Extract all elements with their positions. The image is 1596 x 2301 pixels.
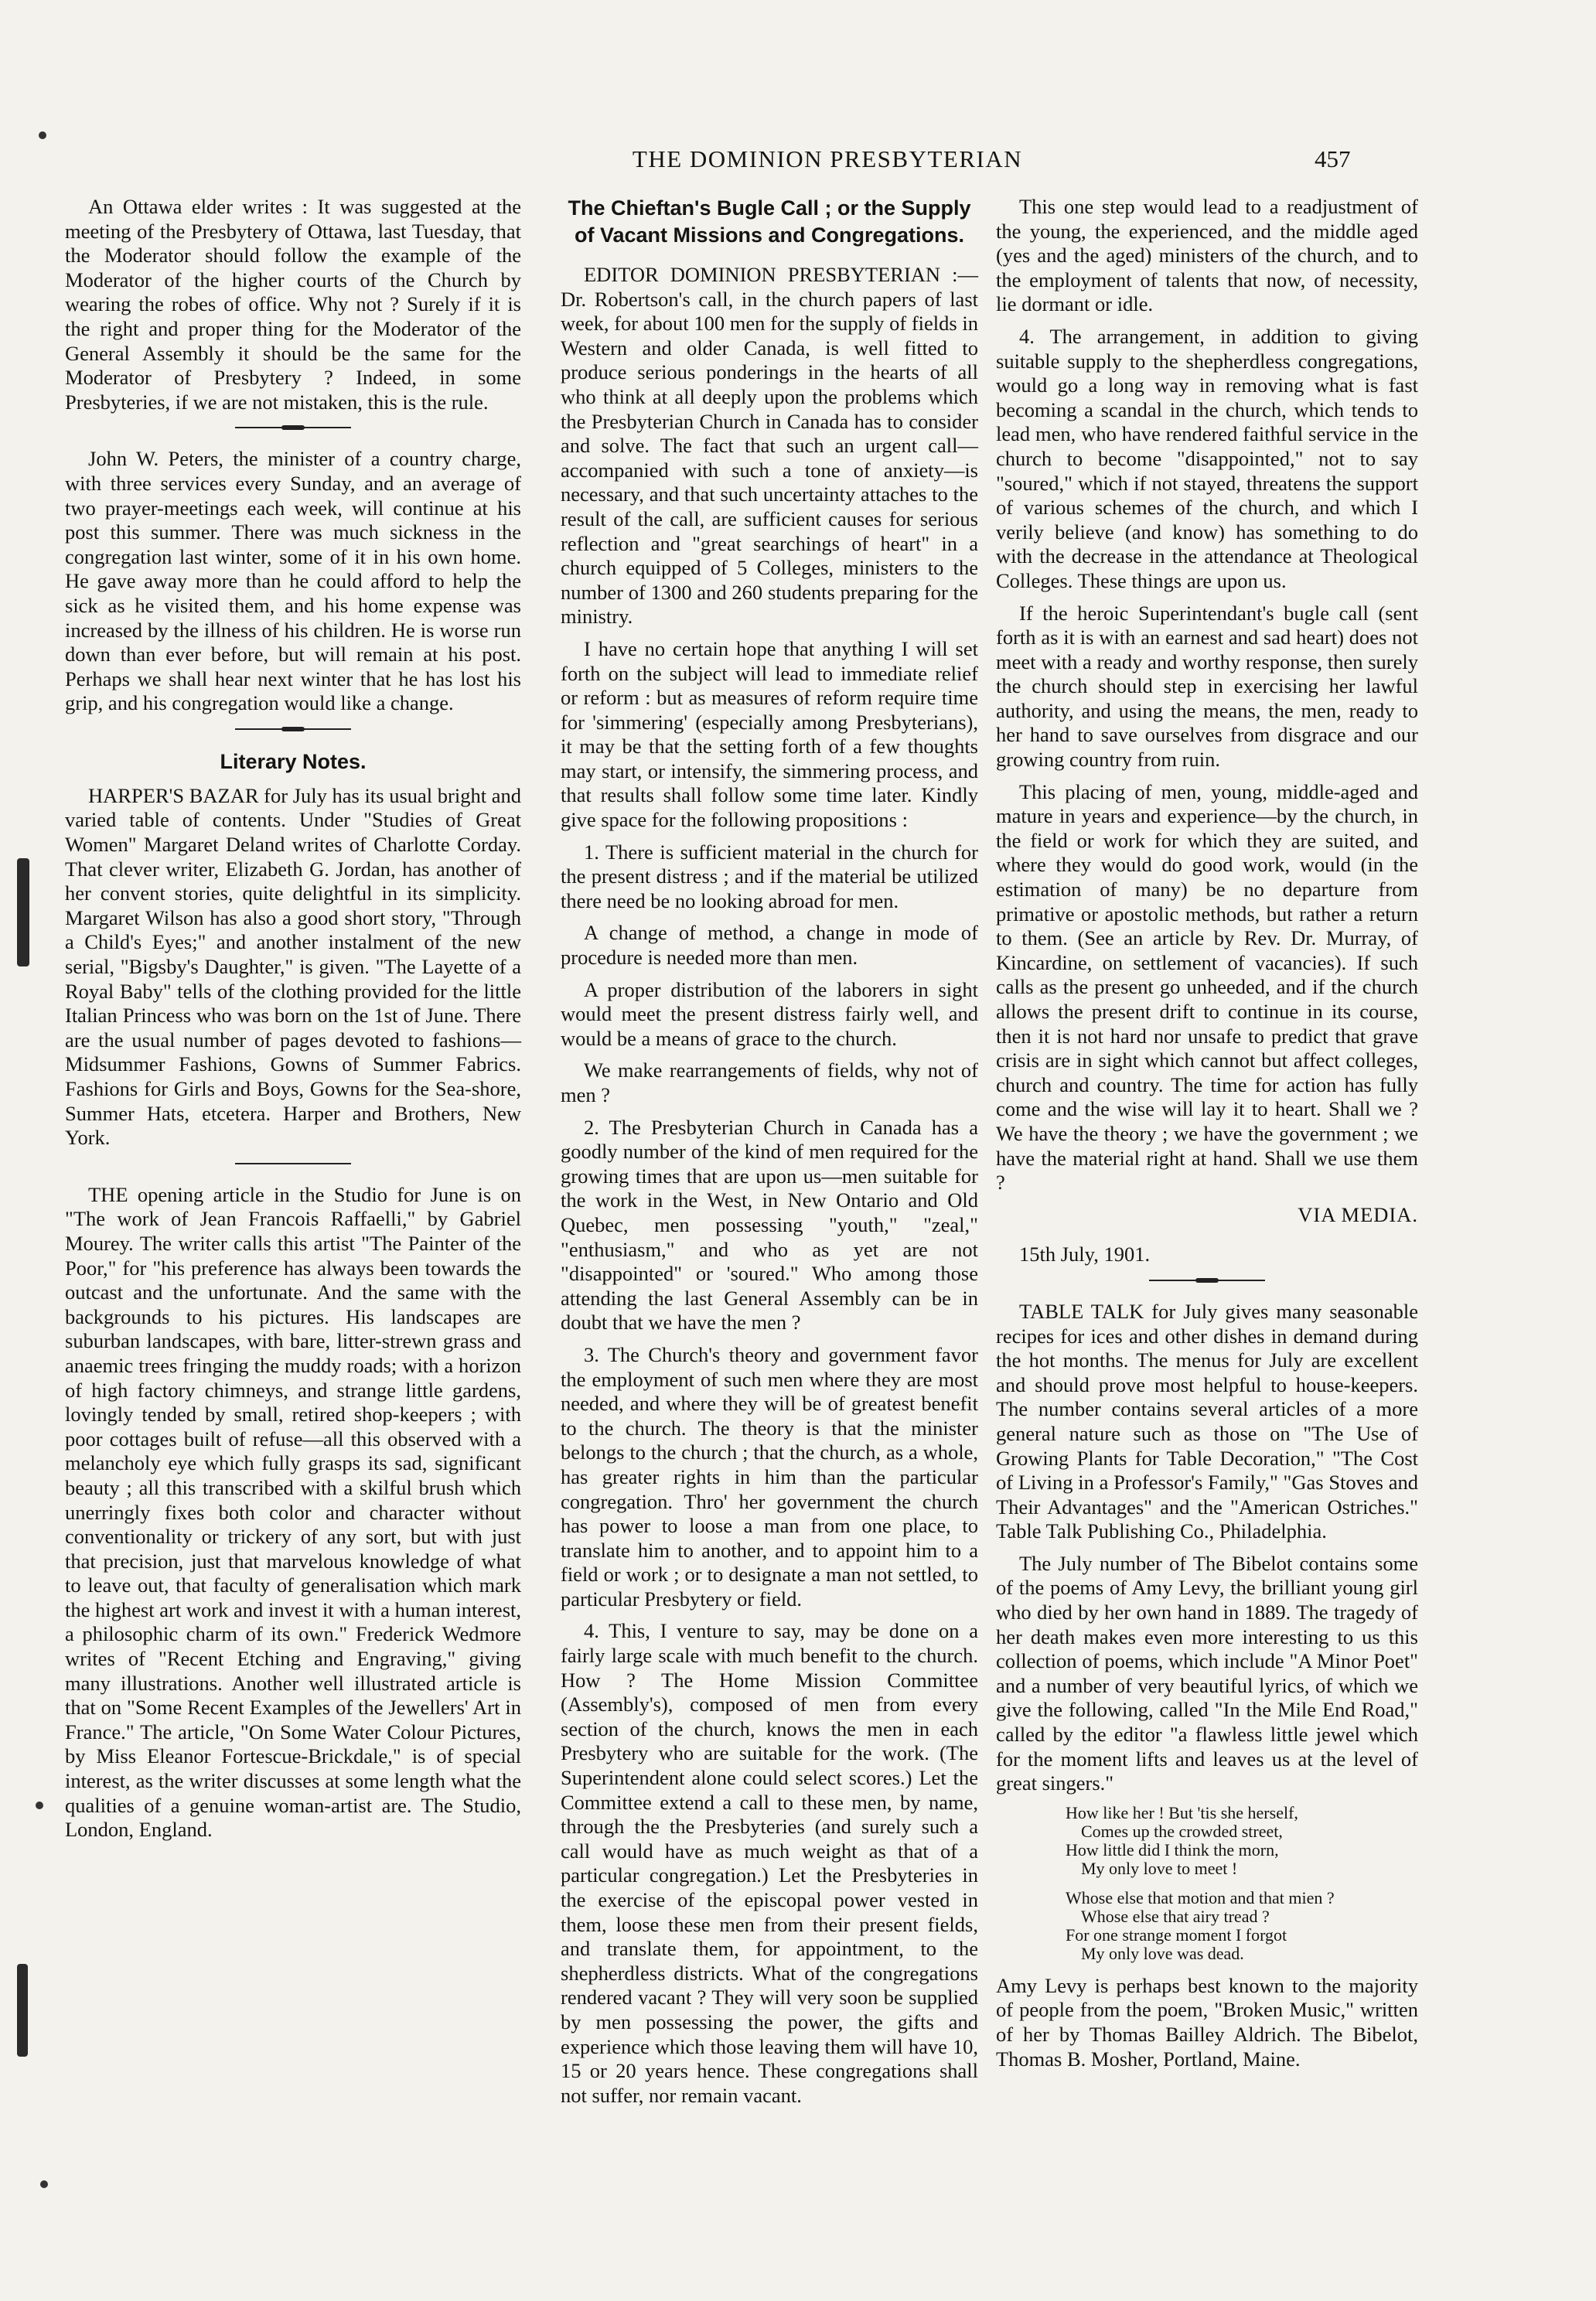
speck <box>40 2180 48 2188</box>
letter-paragraph: 4. The arrangement, in addition to giving suitable supply to the shepherdless congregations, would go a long way in removing what is fast becoming a scandal in the church, which tends to lead men, who have rendered faithful service in the church to become "disappointed," not to say "soured," which if not stayed, threatens the support of various schemes of the church, and which I verily believe (and know) has something to do with the decrease in the attendance at Theological Colleges. These things are upon us. <box>996 324 1418 592</box>
article-heading: The Chieftan's Bugle Call ; or the Supply of Vacant Missions and Congregations. <box>568 196 971 247</box>
literary-notes-heading: Literary Notes. <box>220 749 367 773</box>
letter-paragraph: If the heroic Superintendant's bugle call (sent forth as it is with an earnest and sad heart) does not meet with a ready and worthy response, then surely the church should step in exercising her lawful authority, and using the means, the men, ready to her hand to save ourselves from disgrace and our growing country from ruin. <box>996 601 1418 772</box>
letter-date: 15th July, 1901. <box>1019 1243 1151 1266</box>
poem-line: How little did I think the morn, <box>1066 1839 1279 1860</box>
running-head <box>0 145 1596 184</box>
poem-line: Comes up the crowded street, <box>1081 1821 1283 1841</box>
letter-paragraph: 1. There is sufficient material in the church for the present distress ; and if the material be utilized there need be no looking abroad for men. <box>561 840 978 912</box>
poem-stanza <box>1066 1889 1418 1963</box>
review-bibelot: The July number of The Bibelot contains some of the poems of Amy Levy, the brilliant young girl who died by her own hand in 1889. The tragedy of her death makes even more interesting to us this collection of poems, which include "A Minor Poet" and a number of very beautiful lyrics, of which we give the following, called "In the Mile End Road," called by the editor "a flawless little jewel which for the moment lifts and leaves us at the level of great singers." <box>996 1551 1418 1795</box>
review-studio: THE opening article in the Studio for June is on "The work of Jean Francois Raffaelli," by Gabriel Mourey. The writer calls this artist "The Painter of the Poor," for "his preference has always been towards the outcast and the unfortunate. And the same with the backgrounds to his pictures. His landscapes are suburban landscapes, with bare, litter-strewn grass and anaemic trees fringing the muddy roads; with a horizon of high factory chimneys, and strange little gardens, lovingly tended by small, retired shop-keepers ; with poor cottages built of refuse—all this observed with a melancholy eye which fully grasps its sad, significant beauty ; all this transcribed with a skilful brush which unerringly fixes both color and character without conventionality or trickery of any sort, but with just that precision, just that marvelous knowledge of what to leave out, that faculty of generalisation which mark the highest art work and invest it with a human interest, a philosophic charm of its own." Frederick Wedmore writes of "Recent Etching and Engraving," giving many illustrations. Another well illustrated article is that on "Some Recent Examples of the Jewellers' Art in France." The article, "On Some Water Colour Pictures, by Miss Eleanor Fortescue-Brickdale," is of special interest, as the writer discusses at some length what the qualities of a genuine woman-artist are. The Studio, London, England. <box>65 1182 521 1842</box>
poem-stanza <box>1066 1804 1418 1878</box>
section-divider <box>1149 1280 1265 1281</box>
letter-paragraph: This placing of men, young, middle-aged and mature in years and experience—by the church, in the field or work for which they are suited, and where they would do good work, would (in the estimation of many) be no departure from primative or apostolic methods, but rather a return to them. (See an article by Rev. Dr. Murray, of Kincardine, on settlement of vacancies). If such calls as the present go unheeded, and if the church allows the present drift to continue in its course, then it is not hard nor unsafe to predict that grave crisis are in sight which cannot but affect colleges, church and country. The time for action has fully come and the wise will lay it to heart. Shall we ? We have the theory ; we have the government ; we have the material right at hand. Shall we use them ? <box>996 779 1418 1195</box>
review-amy-levy: Amy Levy is perhaps best known to the majority of people from the poem, "Broken Music," written of her by Thomas Bailley Aldrich. The Bibelot, Thomas B. Mosher, Portland, Maine. <box>996 1973 1418 2071</box>
review-table-talk: TABLE TALK for July gives many seasonable recipes for ices and other dishes in demand during the hot months. The menus for July are excellent and should prove most helpful to house-keepers. The number contains several articles of a more general nature such as those on "The Use of Growing Plants for Table Decoration," "The Cost of Living in a Professor's Family," "Gas Stoves and Their Advantages" and the "American Ostriches." Table Talk Publishing Co., Philadelphia. <box>996 1299 1418 1543</box>
page-number: 457 <box>1315 145 1351 172</box>
letter-paragraph: 3. The Church's theory and government favor the employment of such men where they are most needed, and where they will be of greatest benefit to the church. The theory is that the minister belongs to the church ; that the church, as a whole, has greater rights in him than the particular congregation. Thro' her government the church has power to loose a man from one place, to translate him to another, and to appoint him to a field or work ; or to designate a man not settled, to particular Presbytery or field. <box>561 1342 978 1611</box>
poem-line: My only love was dead. <box>1081 1943 1244 1963</box>
article-john-peters: John W. Peters, the minister of a country charge, with three services every Sunday, and an average of two prayer-meetings each week, will continue at his post this summer. There was much sickness in the congregation last winter, some of it in his own home. He gave away more than he could afford to help the sick as he visited them, and his home expense was increased by the illness of his children. He is worse run down than ever before, but will remain at his post. Perhaps we shall hear next winter that he has lost his grip, and his congregation would like a change. <box>65 447 521 715</box>
poem-line: How like her ! But 'tis she herself, <box>1066 1802 1298 1822</box>
section-divider <box>235 427 351 428</box>
poem-mile-end-road <box>1066 1804 1418 1963</box>
column-left <box>65 195 521 1850</box>
section-divider <box>235 1163 351 1164</box>
publication-title: THE DOMINION PRESBYTERIAN <box>632 145 1023 172</box>
review-harpers-bazar: HARPER'S BAZAR for July has its usual bright and varied table of contents. Under "Studies of Great Women" Margaret Deland writes of Charlotte Corday. That clever writer, Elizabeth G. Jordan, has another of her convent stories, quite delightful in its simplicity. Margaret Wilson has also a good short story, "Through a Child's Eyes;" and another instalment of the new serial, "Bigsby's Daughter," is given. "The Layette of a Royal Baby" tells of the clothing provided for the little Italian Princess who was born on the 1st of June. There are the usual number of pages devoted to fashions—Midsummer Fashions, Gowns of Summer Fabrics. Fashions for Girls and Boys, Gowns for the Sea-shore, Summer Hats, etcetera. Harper and Brothers, New York. <box>65 783 521 1150</box>
article-moderator-robes: An Ottawa elder writes : It was suggested at the meeting of the Presbytery of Ottawa, last Tuesday, that the Moderator should follow the example of the Moderator of the higher courts of the Church by wearing the robes of office. Why not ? Surely if it is the right and proper thing for the Moderator of the General Assembly it should be the same for the Moderator of Presbytery ? Indeed, in some Presbyteries, if we are not mistaken, this is the rule. <box>65 195 521 414</box>
poem-line: Whose else that motion and that mien ? <box>1066 1887 1335 1907</box>
speck <box>36 1802 43 1809</box>
binding-mark <box>17 1964 28 2057</box>
letter-paragraph: We make rearrangements of fields, why not of men ? <box>561 1058 978 1106</box>
letter-paragraph: A proper distribution of the laborers in sight would meet the present distress fairly well, and would be a means of grace to the church. <box>561 977 978 1050</box>
section-divider <box>235 728 351 730</box>
letter-paragraph: EDITOR DOMINION PRESBYTERIAN :—Dr. Robertson's call, in the church papers of last week, for about 100 men for the supply of fields in Western and older Canada, is well fitted to produce serious ponderings in the hearts of all who think at all deeply upon the problems which the Presbyterian Church in Canada has to consider and solve. The fact that such an urgent call—accompanied with such a tone of anxiety—is necessary, and that such uncertainty attaches to the result of the call, are sufficient causes for serious reflection and "great searchings of heart" in a church equipped of 5 Colleges, ministers to the number of 1300 and 260 students preparing for the ministry. <box>561 263 978 629</box>
letter-paragraph: A change of method, a change in mode of procedure is needed more than men. <box>561 921 978 970</box>
column-middle <box>561 195 978 2115</box>
poem-line: For one strange moment I forgot <box>1066 1924 1287 1945</box>
letter-paragraph: 2. The Presbyterian Church in Canada has a goodly number of the kind of men required for the growing times that are upon us—men suitable for the work in the West, in New Ontario and Old Quebec, men possessing "youth," "zeal," "enthusiasm," and who as yet are not "disappointed" or 'soured." Who among those attending the last General Assembly can be in doubt that we have the men ? <box>561 1115 978 1335</box>
poem-line: Whose else that airy tread ? <box>1081 1906 1270 1926</box>
letter-paragraph: 4. This, I venture to say, may be done on a fairly large scale with much benefit to the church. How ? The Home Mission Committee (Assembly's), composed of men from every section of the church, knows the men in each Presbytery who are suitable for the work. (The Superintendent alone could select scores.) Let the Committee extend a call to these men, by name, through the the Presbyteries (and surely such a call would have as much weight as that of a particular congregation.) Let the Presbyteries in the exercise of the episcopal power vested in them, loose these men from their present fields, and translate them, for appointment, to the shepherdless districts. What of the congregations rendered vacant ? They will very soon be supplied by men possessing the power, the gifts and experience which those leaving them will have 10, 15 or 20 years hence. These congregations shall not suffer, nor remain vacant. <box>561 1619 978 2107</box>
speck <box>39 131 46 139</box>
column-right <box>996 195 1418 2079</box>
letter-paragraph: I have no certain hope that anything I will set forth on the subject will lead to immediate relief or reform : but as measures of reform require time for 'simmering' (especially among Presbyterians), it may be that the setting forth of a few thoughts may start, or intensify, the simmering process, and that results shall follow some time later. Kindly give space for the following propositions : <box>561 636 978 832</box>
poem-line: My only love to meet ! <box>1081 1858 1238 1878</box>
binding-mark <box>17 858 29 966</box>
letter-signature: VIA MEDIA. <box>1298 1202 1418 1226</box>
letter-paragraph: This one step would lead to a readjustment of the young, the experienced, and the middle aged (yes and the aged) ministers of the church, and to the employment of talents that now, of necessity, lie dormant or idle. <box>996 195 1418 316</box>
